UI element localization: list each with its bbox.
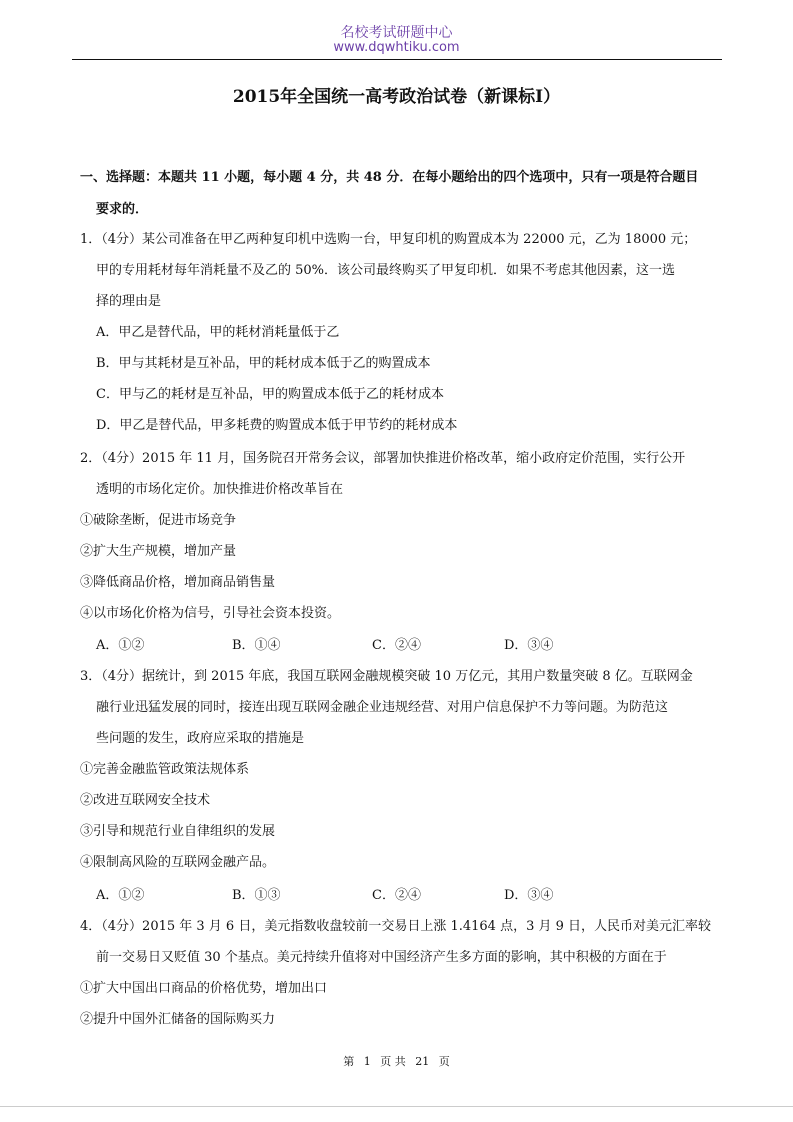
q3-stem: 融行业迅猛发展的同时，接连出现互联网金融企业违规经营、对用户信息保护不力等问题。为防范这 [96, 700, 669, 715]
q4-stem: 4．（4分）2015 年 3 月 6 日，美元指数收盘较前一交易日上涨 1.4164 点，3 月 9 日，人民币对美元汇率较 [80, 919, 712, 934]
section-heading-cont: 要求的． [96, 202, 149, 217]
q2-option-a[interactable]: A．①② [96, 638, 145, 653]
q3-item: ①完善金融监管政策法规体系 [80, 762, 250, 777]
q3-item: ②改进互联网安全技术 [80, 793, 211, 808]
q1-stem: 择的理由是 [96, 294, 162, 309]
q1-option-d[interactable]: D．甲乙是替代品，甲多耗费的购置成本低于甲节约的耗材成本 [96, 418, 458, 433]
q4-stem: 前一交易日又贬值 30 个基点。美元持续升值将对中国经济产生多方面的影响，其中积极的方面在于 [96, 950, 667, 965]
page-total: 21 [415, 1055, 430, 1068]
q3-item: ④限制高风险的互联网金融产品。 [80, 855, 276, 870]
q1-option-b[interactable]: B．甲与其耗材是互补品，甲的耗材成本低于乙的购置成本 [96, 356, 431, 371]
q2-option-c[interactable]: C．②④ [372, 638, 421, 653]
q2-option-d[interactable]: D．③④ [504, 638, 554, 653]
q3-item: ③引导和规范行业自律组织的发展 [80, 824, 276, 839]
header-url[interactable]: www.dqwhtiku.com [333, 40, 460, 55]
q2-option-b[interactable]: B．①④ [232, 638, 281, 653]
q2-item: ①破除垄断，促进市场竞争 [80, 513, 237, 528]
q2-stem: 2．（4分）2015 年 11 月，国务院召开常务会议，部署加快推进价格改革，缩小政府定价范围，实行公开 [80, 451, 686, 466]
q3-option-c[interactable]: C．②④ [372, 888, 421, 903]
q1-option-c[interactable]: C．甲与乙的耗材是互补品，甲的购置成本低于乙的耗材成本 [96, 387, 444, 402]
q1-stem: 甲的专用耗材每年消耗量不及乙的 50%．该公司最终购买了甲复印机．如果不考虑其他因素，这一选 [96, 263, 676, 278]
q3-option-d[interactable]: D．③④ [504, 888, 554, 903]
header-school: 名校考试研题中心 [340, 25, 453, 41]
q4-item: ②提升中国外汇储备的国际购买力 [80, 1012, 276, 1027]
q2-item: ④以市场化价格为信号，引导社会资本投资。 [80, 606, 341, 621]
footer-mid: 页 共 [380, 1055, 406, 1068]
page-title: 2015年全国统一高考政治试卷（新课标Ⅰ） [232, 87, 561, 107]
page-number: 1 [363, 1055, 371, 1068]
q1-option-a[interactable]: A．甲乙是替代品，甲的耗材消耗量低于乙 [96, 325, 340, 340]
footer-post: 页 [438, 1055, 450, 1068]
q3-option-a[interactable]: A．①② [96, 888, 145, 903]
q1-stem: 1．（4分）某公司准备在甲乙两种复印机中选购一台，甲复印机的购置成本为 22000 元，乙为 18000 元； [80, 232, 697, 247]
q2-item: ③降低商品价格，增加商品销售量 [80, 575, 276, 590]
q3-stem: 些问题的发生，政府应采取的措施是 [96, 731, 305, 746]
q3-option-b[interactable]: B．①③ [232, 888, 281, 903]
q4-item: ①扩大中国出口商品的价格优势，增加出口 [80, 981, 328, 996]
footer-pre: 第 [343, 1055, 355, 1068]
q3-stem: 3．（4分）据统计，到 2015 年底，我国互联网金融规模突破 10 万亿元，其用户数量突破 8 亿。互联网金 [80, 669, 693, 684]
bottom-divider [0, 1106, 793, 1107]
header-divider [72, 59, 722, 60]
q2-item: ②扩大生产规模，增加产量 [80, 544, 237, 559]
section-heading: 一、选择题：本题共 11 小题，每小题 4 分，共 48 分．在每小题给出的四个选项中，只有一项是符合题目 [80, 170, 699, 185]
q2-stem: 透明的市场化定价。加快推进价格改革旨在 [96, 482, 344, 497]
page-footer [0, 1053, 793, 1069]
